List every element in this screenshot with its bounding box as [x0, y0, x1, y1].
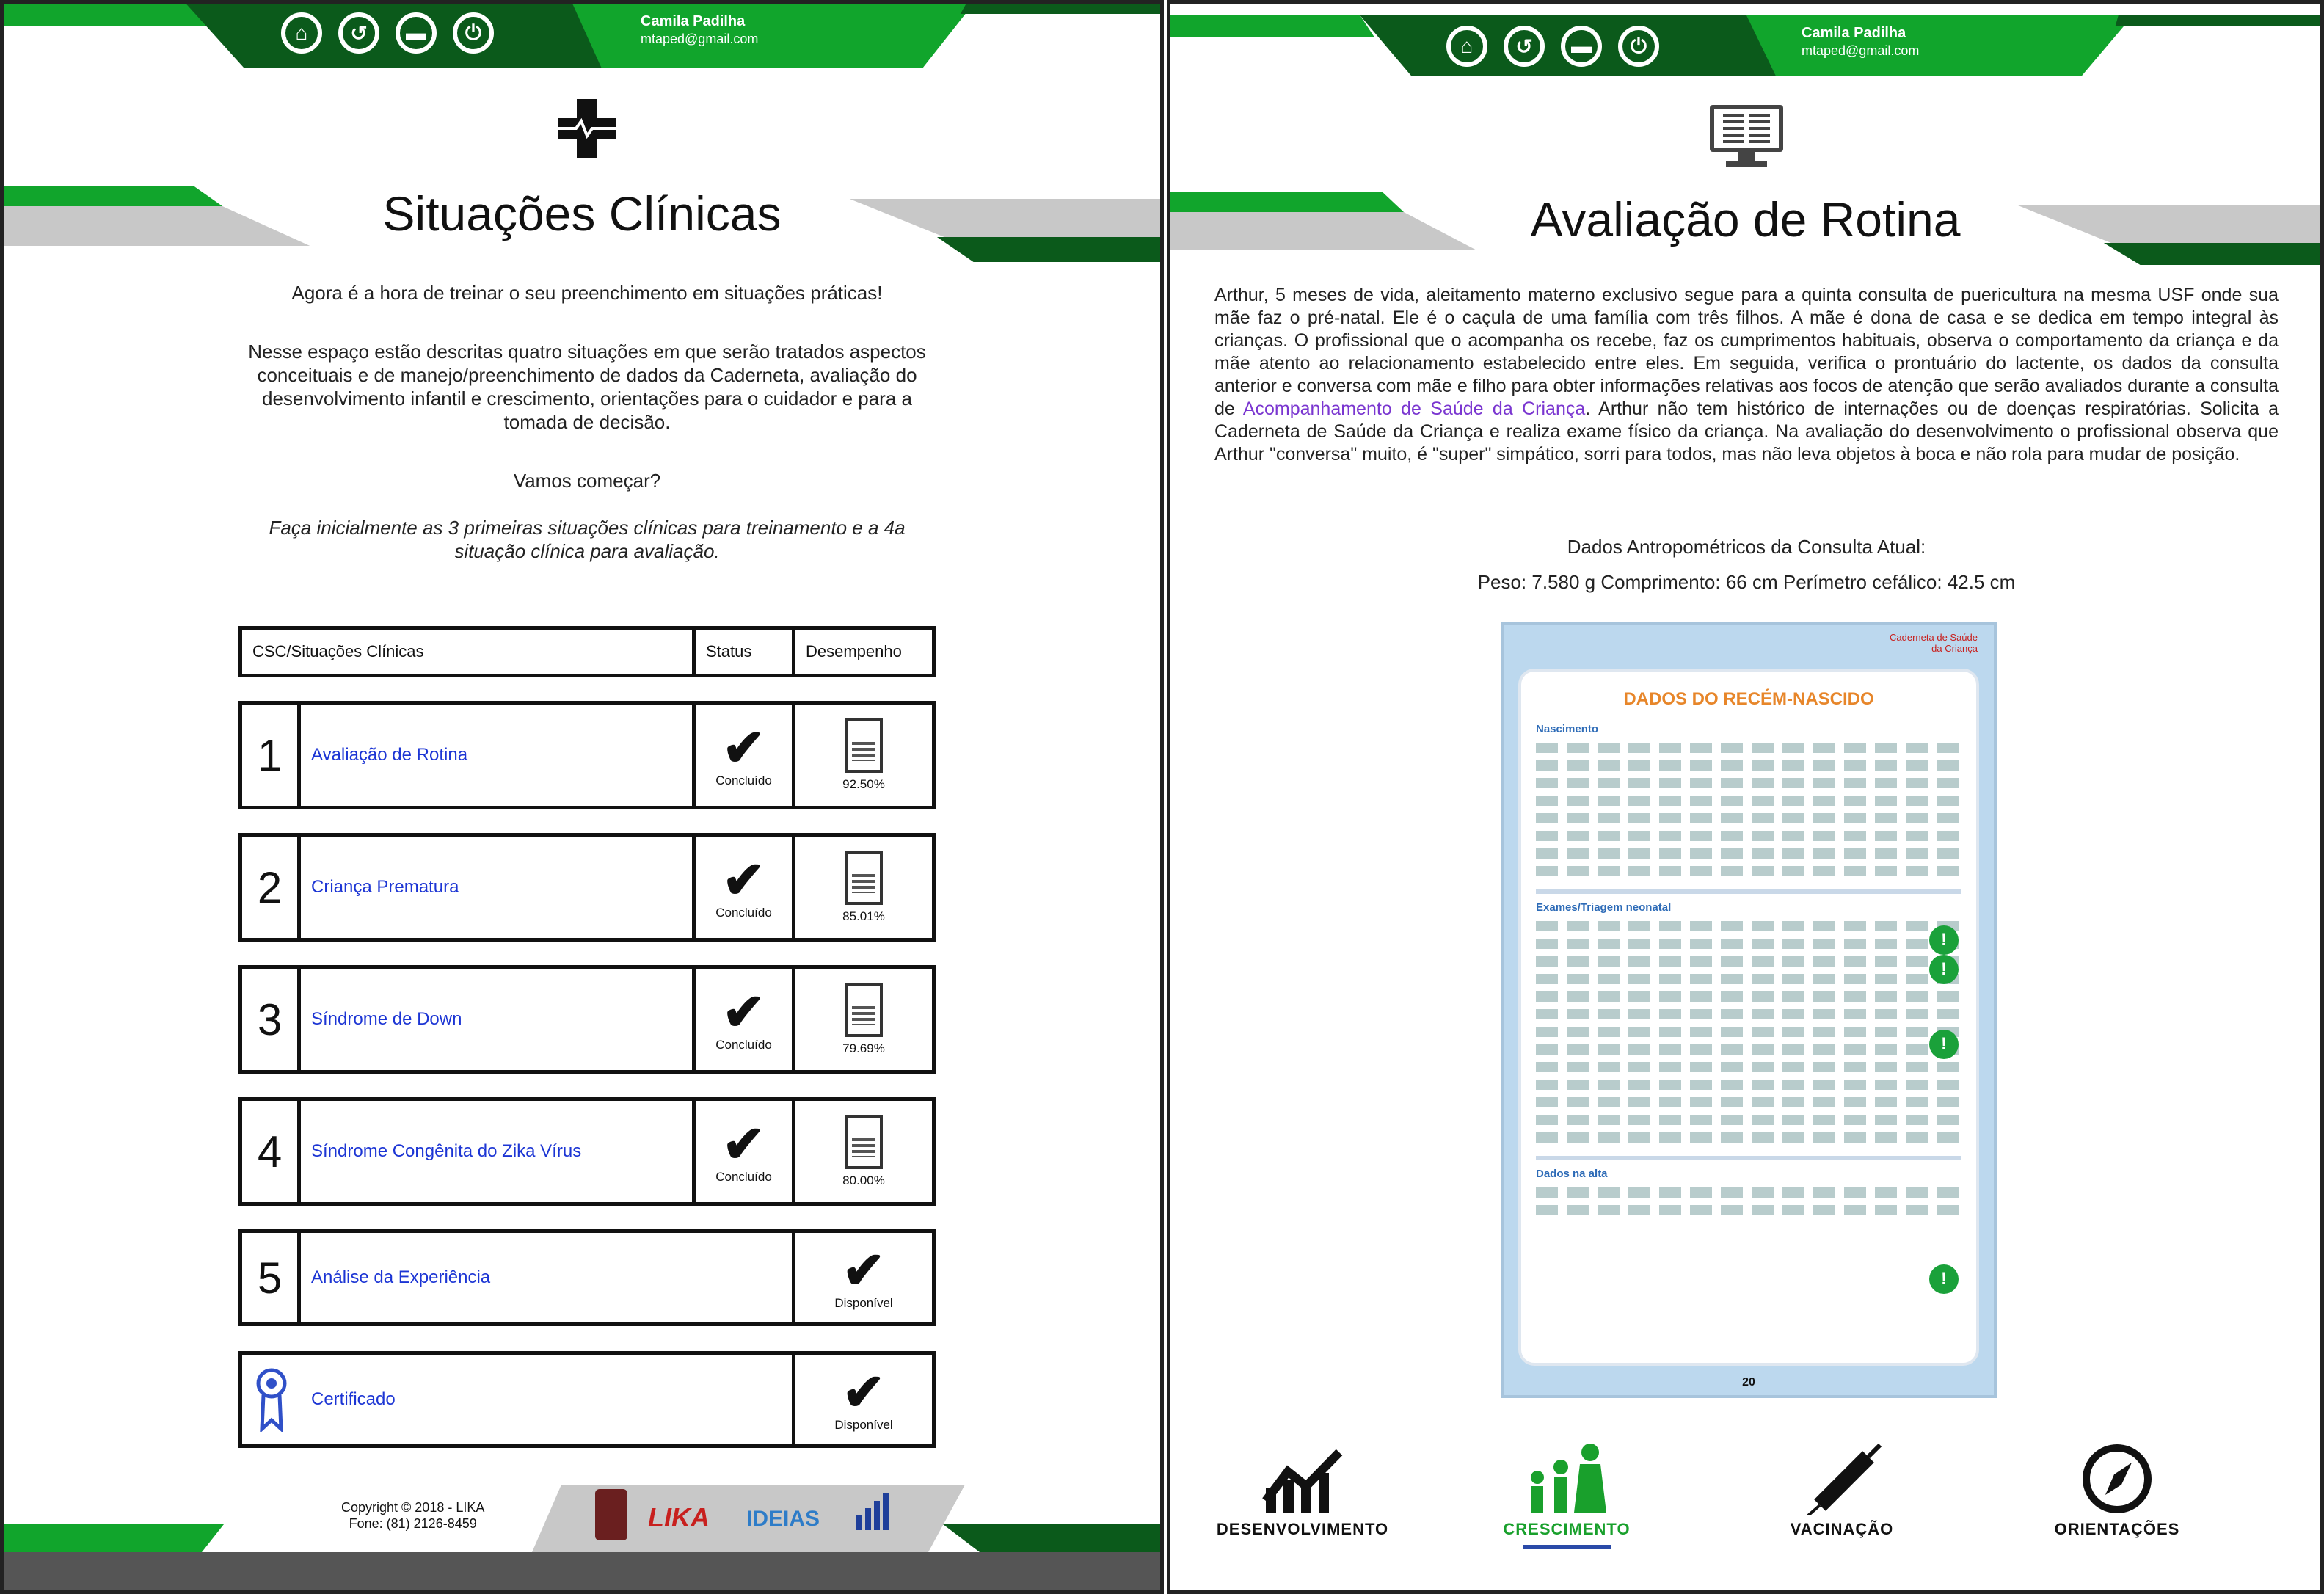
status-text: Concluído — [715, 1038, 772, 1052]
anthro-title: Dados Antropométricos da Consulta Atual: — [1567, 536, 1926, 558]
page-title: Situações Clínicas — [382, 186, 782, 241]
power-icon[interactable]: ⏻ — [1618, 26, 1659, 67]
status-text: Concluído — [715, 906, 772, 920]
booklet-corner-label: Caderneta de Saúde da Criança — [1890, 632, 1978, 654]
info-icon[interactable]: ! — [1929, 925, 1959, 955]
score-text: 92.50% — [842, 777, 885, 791]
ideias-logo: IDEIAS — [746, 1507, 820, 1531]
power-icon[interactable]: ⏻ — [453, 12, 494, 54]
booklet-page-image — [1501, 622, 1997, 1398]
situation-link-analise-experiencia[interactable]: Análise da Experiência — [301, 1233, 795, 1322]
user-name: Camila Padilha — [1802, 25, 1906, 41]
booklet-section-screening: Exames/Triagem neonatal — [1536, 901, 1672, 914]
situation-link-sindrome-down[interactable]: Síndrome de Down — [301, 969, 696, 1070]
certificate-row — [238, 1351, 936, 1448]
info-icon[interactable]: ! — [1929, 955, 1959, 984]
row-number: 1 — [242, 705, 301, 806]
back-icon[interactable]: ↺ — [1504, 26, 1545, 67]
active-indicator — [1523, 1545, 1611, 1549]
computer-book-icon — [1710, 105, 1783, 168]
compass-icon — [2073, 1442, 2161, 1515]
user-email: mtaped@gmail.com — [641, 32, 759, 46]
lika-logo: LIKA — [648, 1502, 710, 1532]
table-header — [238, 626, 936, 677]
info-icon[interactable]: ! — [1929, 1264, 1959, 1294]
nav-label: VACINAÇÃO — [1790, 1520, 1894, 1538]
booklet-section-discharge: Dados na alta — [1536, 1168, 1608, 1180]
score-text: 79.69% — [842, 1041, 885, 1055]
status-cell — [696, 705, 795, 806]
menu-icon[interactable]: ▬ — [1561, 26, 1602, 67]
university-seal-logo — [595, 1489, 627, 1540]
score-text: 80.00% — [842, 1173, 885, 1187]
story-text-2: . Arthur não tem histórico de internações ou de doenças respiratórias. Solicita a Caderneta de Saúde da Criança e realiza exame físico da criança. Na avaliação do desenvolvimento o profissional observa que Arthur "conversa" muito, é "super" simpático, sorri para todos, mas não leva objetos à boca e não rola para mudar de posição. — [1214, 398, 2279, 465]
lets-start-text: Vamos começar? — [513, 470, 661, 492]
home-icon[interactable]: ⌂ — [1446, 26, 1487, 67]
row-number: 4 — [242, 1101, 301, 1202]
situation-link-crianca-prematura[interactable]: Criança Prematura — [301, 837, 696, 938]
booklet-form — [1518, 669, 1979, 1366]
row-number: 3 — [242, 969, 301, 1070]
check-icon: ✔ — [722, 983, 765, 1041]
nav-growth[interactable] — [1464, 1442, 1669, 1549]
situation-row-1 — [238, 701, 936, 809]
header-situations: CSC/Situações Clínicas — [242, 630, 696, 674]
case-story — [1214, 284, 2279, 466]
row-number: 5 — [242, 1233, 301, 1322]
top-header-bar — [1170, 4, 2320, 77]
nav-guidance[interactable] — [2014, 1442, 2220, 1539]
check-icon: ✔ — [842, 1242, 886, 1299]
status-text: Disponível — [834, 1418, 893, 1432]
header-icons — [281, 12, 494, 54]
nav-label: DESENVOLVIMENTO — [1216, 1520, 1389, 1538]
header-icons — [1446, 26, 1659, 67]
booklet-page-number: 20 — [1742, 1376, 1755, 1389]
status-text: Concluído — [715, 774, 772, 787]
footer — [4, 1471, 1160, 1594]
status-cell — [696, 837, 795, 938]
top-header-bar — [4, 4, 1160, 70]
story-text-1: Arthur, 5 meses de vida, aleitamento materno exclusivo segue para a quinta consulta de puericultura na mesma USF onde sua mãe faz o pré-natal. Ele é o caçula de uma família com três filhos. A mãe é dona de casa e se dedica em tempo integral às crianças. O profissional que o acompanha os recebe, faz os cumprimentos habituais, observa o comportamento da criança e da mãe atento ao relacionamento estabelecido entre eles. Em seguida, verifica o prontuário do lactente, os dados da consulta anterior e conversa com mãe e filho para obter informações relativas aos focos de atenção que serão avaliados durante a consulta de — [1214, 285, 2279, 419]
situation-link-zika[interactable]: Síndrome Congênita do Zika Vírus — [301, 1101, 696, 1202]
situation-row-4 — [238, 1097, 936, 1206]
check-icon: ✔ — [722, 1116, 765, 1173]
check-icon: ✔ — [722, 851, 765, 909]
bar-chart-logo — [856, 1493, 889, 1530]
status-cell — [795, 1233, 932, 1322]
situation-row-3 — [238, 965, 936, 1074]
nav-development[interactable] — [1200, 1442, 1405, 1539]
description-text: Nesse espaço estão descritas quatro situações em que serão tratados aspectos conceituais e de manejo/preenchimento de dados da Caderneta, avaliação do desenvolvimento infantil e crescimento, orientações para o cuidador e para a tomada de decisão. — [248, 341, 926, 433]
status-text: Concluído — [715, 1170, 772, 1184]
home-icon[interactable]: ⌂ — [281, 12, 322, 54]
performance-cell[interactable] — [795, 1101, 932, 1202]
certificate-link[interactable]: Certificado — [301, 1355, 795, 1444]
instruction-text: Faça inicialmente as 3 primeiras situações clínicas para treinamento e a 4a situação clínica para avaliação. — [269, 517, 906, 562]
ribbon-award-icon — [242, 1355, 301, 1444]
situation-row-5 — [238, 1229, 936, 1326]
growth-family-icon — [1523, 1442, 1611, 1515]
back-icon[interactable]: ↺ — [338, 12, 379, 54]
user-info — [641, 12, 758, 48]
nav-label: ORIENTAÇÕES — [2054, 1520, 2180, 1538]
nav-label: CRESCIMENTO — [1503, 1520, 1631, 1538]
nav-vaccination[interactable] — [1739, 1442, 1945, 1539]
health-monitoring-link[interactable]: Acompanhamento de Saúde da Criança — [1242, 398, 1586, 419]
score-text: 85.01% — [842, 909, 885, 923]
performance-cell[interactable] — [795, 837, 932, 938]
development-chart-icon — [1258, 1442, 1347, 1515]
situation-row-2 — [238, 833, 936, 942]
status-cell — [795, 1355, 932, 1444]
booklet-section-birth: Nascimento — [1536, 723, 1599, 735]
right-screen — [1167, 0, 2324, 1594]
report-document-icon — [845, 851, 883, 905]
phone-text: Fone: (81) 2126-8459 — [349, 1516, 477, 1531]
header-performance: Desempenho — [806, 642, 902, 660]
report-document-icon — [845, 983, 883, 1037]
page-title: Avaliação de Rotina — [1530, 192, 1961, 247]
user-email: mtaped@gmail.com — [1802, 43, 1920, 58]
performance-cell[interactable] — [795, 705, 932, 806]
performance-cell[interactable] — [795, 969, 932, 1070]
status-cell — [696, 1101, 795, 1202]
user-name: Camila Padilha — [641, 13, 746, 29]
medical-cross-icon — [558, 99, 616, 158]
status-cell — [696, 969, 795, 1070]
syringe-icon — [1798, 1442, 1886, 1515]
info-icon[interactable]: ! — [1929, 1030, 1959, 1059]
report-document-icon — [845, 1115, 883, 1169]
user-info — [1802, 24, 1919, 59]
status-text: Disponível — [834, 1296, 893, 1310]
check-icon: ✔ — [722, 719, 765, 776]
booklet-heading: DADOS DO RECÉM-NASCIDO — [1623, 689, 1874, 709]
header-status: Status — [696, 630, 795, 674]
copyright-text: Copyright © 2018 - LIKA — [341, 1500, 485, 1515]
check-icon: ✔ — [842, 1364, 886, 1421]
anthro-values: Peso: 7.580 g Comprimento: 66 cm Perímetro cefálico: 42.5 cm — [1477, 571, 2016, 593]
menu-icon[interactable]: ▬ — [396, 12, 437, 54]
report-document-icon — [845, 718, 883, 773]
situation-link-avaliacao-rotina[interactable]: Avaliação de Rotina — [301, 705, 696, 806]
intro-text: Agora é a hora de treinar o seu preenchimento em situações práticas! — [291, 282, 883, 304]
row-number: 2 — [242, 837, 301, 938]
